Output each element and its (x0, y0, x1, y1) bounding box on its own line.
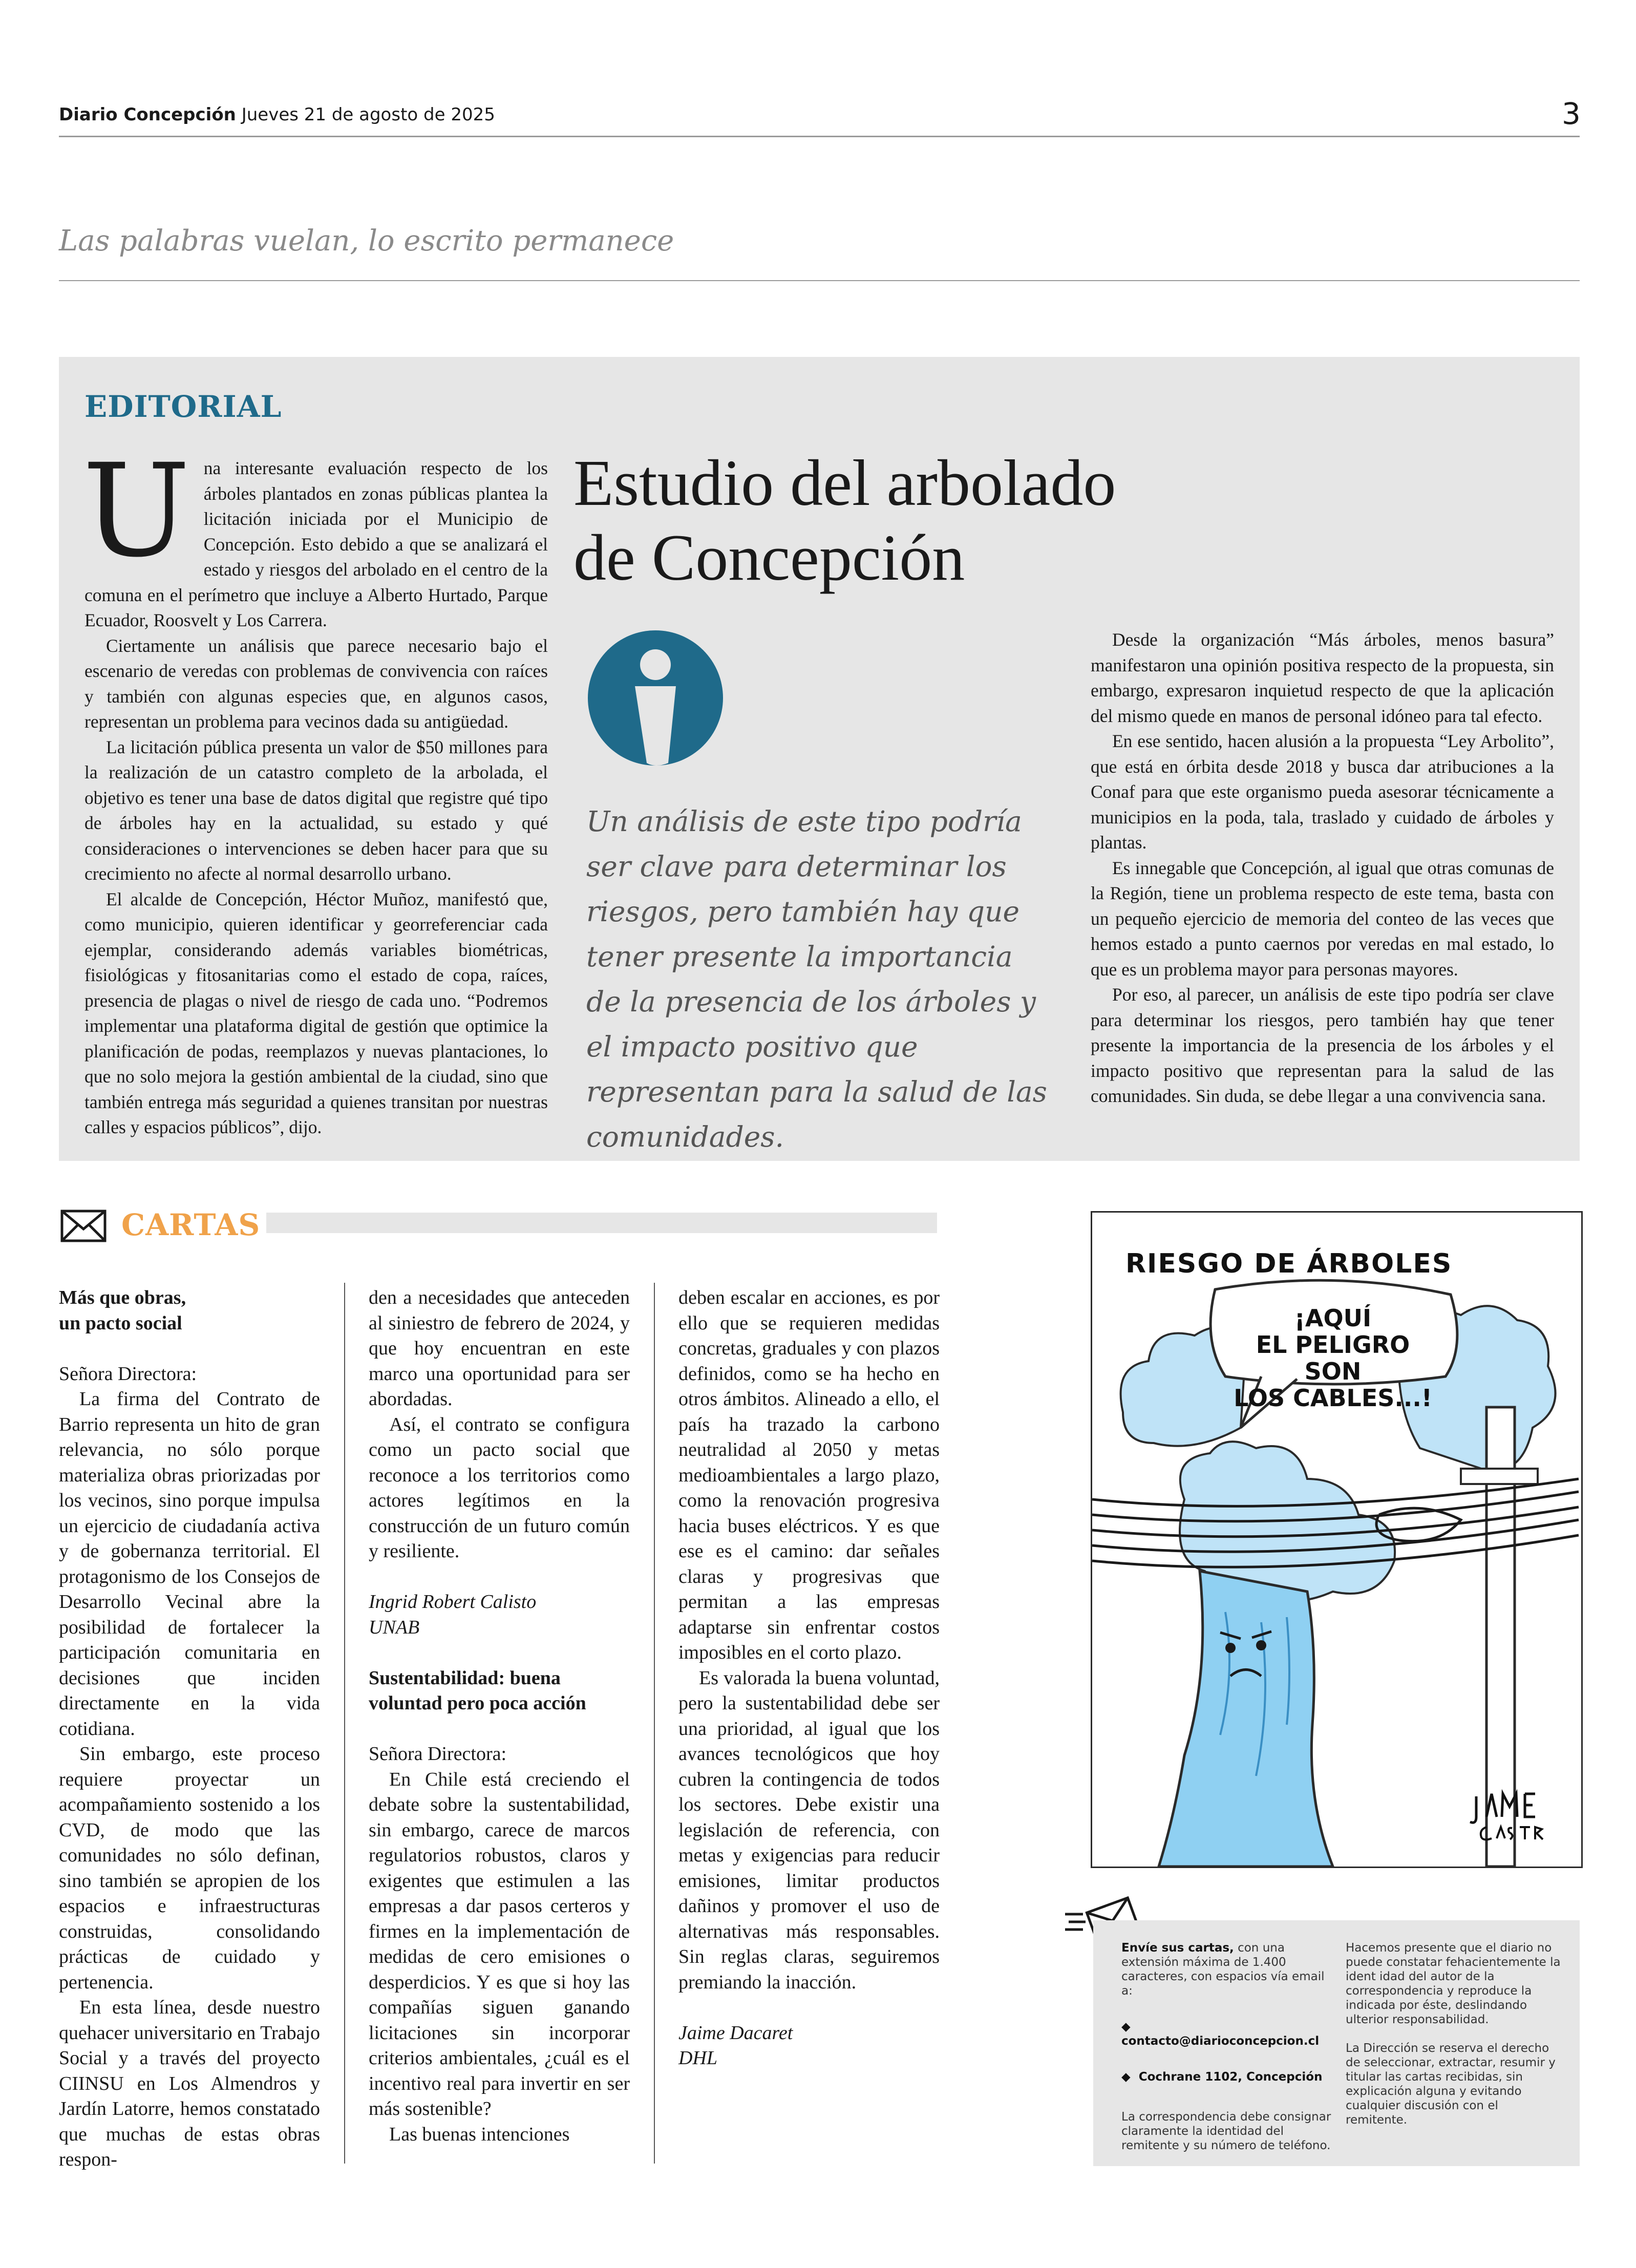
authorship-disclaimer: Hacemos presente que el diario no puede constatar fehacientemente la ident idad del autor de la correspondencia y reproduce la indicada por éste, deslindando ulterior responsabilidad. (1346, 1941, 1561, 2026)
cartas-header-bar (266, 1213, 937, 1233)
editorial-paragraph: La licitación pública presenta un valor de $50 millones para la realización de un catastro completo de la arbolada, el objetivo es tener una base de datos digital que registre qué tipo de árboles hay en la actualidad, su estado y qué consideraciones o intervenciones se deben hacer para que su crecimiento no afecte al normal desarrollo urbano. (84, 736, 548, 884)
send-instructions: Envíe sus cartas, con una extensión máxima de 1.400 caracteres, con espacios vía email a: (1121, 1941, 1325, 1998)
letter-paragraph: Así, el contrato se configura como un pacto social que reconoce a los territorios como actores legítimos en la construcción de un futuro común y resiliente. (369, 1413, 630, 1562)
letters-column-3 (678, 1285, 940, 2071)
editorial-paragraph: Por eso, al parecer, un análisis de este tipo podría ser clave para determinar los riesgos, pero también hay que tener presente la importancia de la presencia de los árboles y el impacto positivo que representan para la salud de las comunidades. Sin duda, se debe llegar a una convivencia sana. (1091, 984, 1554, 1106)
letter-affiliation: UNAB (369, 1616, 420, 1638)
editorial-paragraph: Una interesante evaluación respecto de los árboles plantados en zonas públicas plantea la licitación iniciada por el Municipio de Concepción. Esto debido a que se analizará el estado y riesgos del arbolado en el centro de la comuna en el perímetro que incluye a Alberto Hurtado, Parque Ecuador, Roosvelt y Los Carrera. (82, 436, 548, 630)
motto-divider (59, 280, 1580, 281)
editorial-rights-note: La Dirección se reserva el derecho de seleccionar, extractar, resumir y titular las cartas recibidas, sin explicación alguna y evitando cualquier discusión con el remitente. (1346, 2042, 1556, 2127)
letter-title: Más que obras, un pacto social (59, 1287, 186, 1334)
editorial-paragraph: Desde la organización “Más árboles, menos basura” manifestaron una opinión positiva respecto de la propuesta, sin embargo, expresaron inquietud respecto de que la aplicación del mismo quede en manos de personal idóneo para tal efecto. (1091, 629, 1554, 726)
column-divider (654, 1283, 655, 2164)
editorial-cartoon (1091, 1211, 1583, 1868)
issue-date: Jueves 21 de agosto de 2025 (241, 104, 495, 125)
letter-salutation: Señora Directora: (369, 1743, 507, 1765)
letter-title: Sustentabilidad: buena voluntad pero poca acción (369, 1667, 586, 1714)
editorial-headline: Estudio del arbolado de Concepción (573, 447, 1116, 594)
letter-salutation: Señora Directora: (59, 1363, 197, 1385)
letter-author: Jaime Dacaret (678, 2022, 793, 2044)
page-header (59, 104, 495, 125)
letter-paragraph: Las buenas intenciones (389, 2123, 570, 2145)
drop-cap: U (82, 436, 190, 585)
letter-paragraph: den a necesidades que anteceden al siniestro de febrero de 2024, y que hoy encuentran en este marco una oportunidad para ser abordadas. (369, 1287, 630, 1410)
contact-email: ◆ contacto@diarioconcepcion.cl (1121, 2020, 1320, 2048)
identity-note: La correspondencia debe consignar claramente la identidad del remitente y su número de teléfono. (1121, 2110, 1331, 2152)
column-divider (344, 1283, 345, 2164)
letters-column-2 (369, 1285, 630, 2147)
editorial-label: EDITORIAL (84, 389, 282, 424)
letter-paragraph: Es valorada la buena voluntad, pero la sustentabilidad debe ser una prioridad, al igual que los avances tecnológicos que hoy cubren la contingencia de todos los sectores. Debe existir una legislación de referencia, con metas y exigencias para reducir emisiones, limitar productos dañinos y promover el uso de alternativas más responsables. Sin reglas claras, seguiremos premiando la inacción. (678, 1667, 940, 1993)
editorial-paragraph: Ciertamente un análisis que parece necesario bajo el escenario de veredas con problemas de convivencia con raíces y también con algunas especies que, en algunos casos, representan un problema para vecinos dada su antigüedad. (84, 635, 548, 732)
submission-instructions (1121, 1941, 1331, 2153)
page-number: 3 (1562, 96, 1581, 131)
envelope-icon (60, 1210, 107, 1242)
editorial-paragraph: El alcalde de Concepción, Héctor Muñoz, manifestó que, como municipio, quieren identificar y georreferenciar cada ejemplar, considerando además variables biométricas, fisiológicas y fitosanitarias como el estado de copa, raíces, presencia de plagas o nivel de riesgo de cada uno. “Podremos implementar una plataforma digital de gestión que optimice la planificación de podas, reemplazos y nuevas plantaciones, lo que no solo mejora la gestión ambiental de la ciudad, sino que también entrega más seguridad a quienes transitan por nuestras calles y espacios públicos”, dijo. (84, 888, 548, 1137)
letter-paragraph: En Chile está creciendo el debate sobre la sustentabilidad, sin embargo, carece de marcos regulatorios robustos, claros y exigentes que estimulen a las empresas a dar pasos certeros y firmes en la implementación de medidas de cero emisiones o desperdicios. Y es que si hoy las compañías siguen ganando licitaciones sin incorporar criterios ambientales, ¿cuál es el incentivo real para invertir en ser más sostenible? (369, 1768, 630, 2119)
letter-author: Ingrid Robert Calisto (369, 1591, 537, 1613)
letter-paragraph: En esta línea, desde nuestro quehacer universitario en Trabajo Social y a través del proyecto CIINSU en Los Almendros y Jardín Latorre, hemos constatado que muchas de estas obras respon- (59, 1997, 320, 2170)
letter-paragraph: Sin embargo, este proceso requiere proyectar un acompañamiento sostenido a los CVD, de modo que las comunidades no sólo definan, sino también se apropien de los espacios e infraestructuras construidas, consolidando prácticas de cuidado y pertenencia. (59, 1743, 320, 1993)
cartas-label: CARTAS (121, 1207, 261, 1242)
cartoonist-signature (1466, 1776, 1553, 1842)
editorial-pull-quote: Un análisis de este tipo podría ser clave para determinar los riesgos, pero también hay que tener presente la importancia de la presencia de los árboles y el impacto positivo que representan para la salud de las comunidades. (586, 805, 1047, 1153)
letter-paragraph: La firma del Contrato de Barrio representa un hito de gran relevancia, no sólo porque materializa obras priorizadas por los vecinos, sino porque impulsa un ejercicio de ciudadanía activa y de gobernanza territorial. El protagonismo de los Consejos de Desarrollo Vecinal abre la posibilidad de fortalecer la participación comunitaria en decisiones que inciden directamente en la vida cotidiana. (59, 1388, 320, 1740)
header-divider (59, 136, 1580, 137)
submission-disclaimers (1346, 1941, 1561, 2127)
speech-bubble: ¡AQUÍ EL PELIGRO SON LOS CABLES...! (1234, 1304, 1432, 1412)
cartoon-title: RIESGO DE ÁRBOLES (1125, 1248, 1453, 1279)
editorial-paragraph: Es innegable que Concepción, al igual que otras comunas de la Región, tiene un problema respecto de este tema, basta con un pequeño ejercicio de memoria del conteo de las veces que hemos estado a punto caernos por veredas en mal estado, lo que es un problema mayor para personas mayores. (1091, 857, 1554, 980)
info-icon (586, 629, 725, 767)
newspaper-name: Diario Concepción (59, 104, 236, 125)
letters-column-1 (59, 1285, 320, 2173)
letter-paragraph: deben escalar en acciones, es por ello que se requieren medidas concretas, graduales y con plazos definidos, como se ha hecho en otros ámbitos. Alineado a ello, el país ha trazado la carbono neutralidad al 2050 y metas medioambientales a largo plazo, como la renovación progresiva hacia buses eléctricos. Y es que ese es el camino: dar señales claras y progresivas que permitan a las empresas adaptarse sin enfrentar costos imposibles en el corto plazo. (678, 1287, 940, 1663)
editorial-column-1 (82, 436, 548, 1140)
editorial-column-3 (1091, 627, 1554, 1109)
letter-affiliation: DHL (678, 2047, 718, 2069)
postal-address: ◆ Cochrane 1102, Concepción (1121, 2070, 1323, 2084)
section-motto: Las palabras vuelan, lo escrito permanece (59, 224, 674, 258)
editorial-paragraph: En ese sentido, hacen alusión a la propuesta “Ley Arbolito”, que está en órbita desde 2018 y busca dar atribuciones a la Conaf para que este organismo pueda asesorar técnicamente a municipios en la poda, tala, traslado y cuidado de árboles y plantas. (1091, 731, 1554, 853)
